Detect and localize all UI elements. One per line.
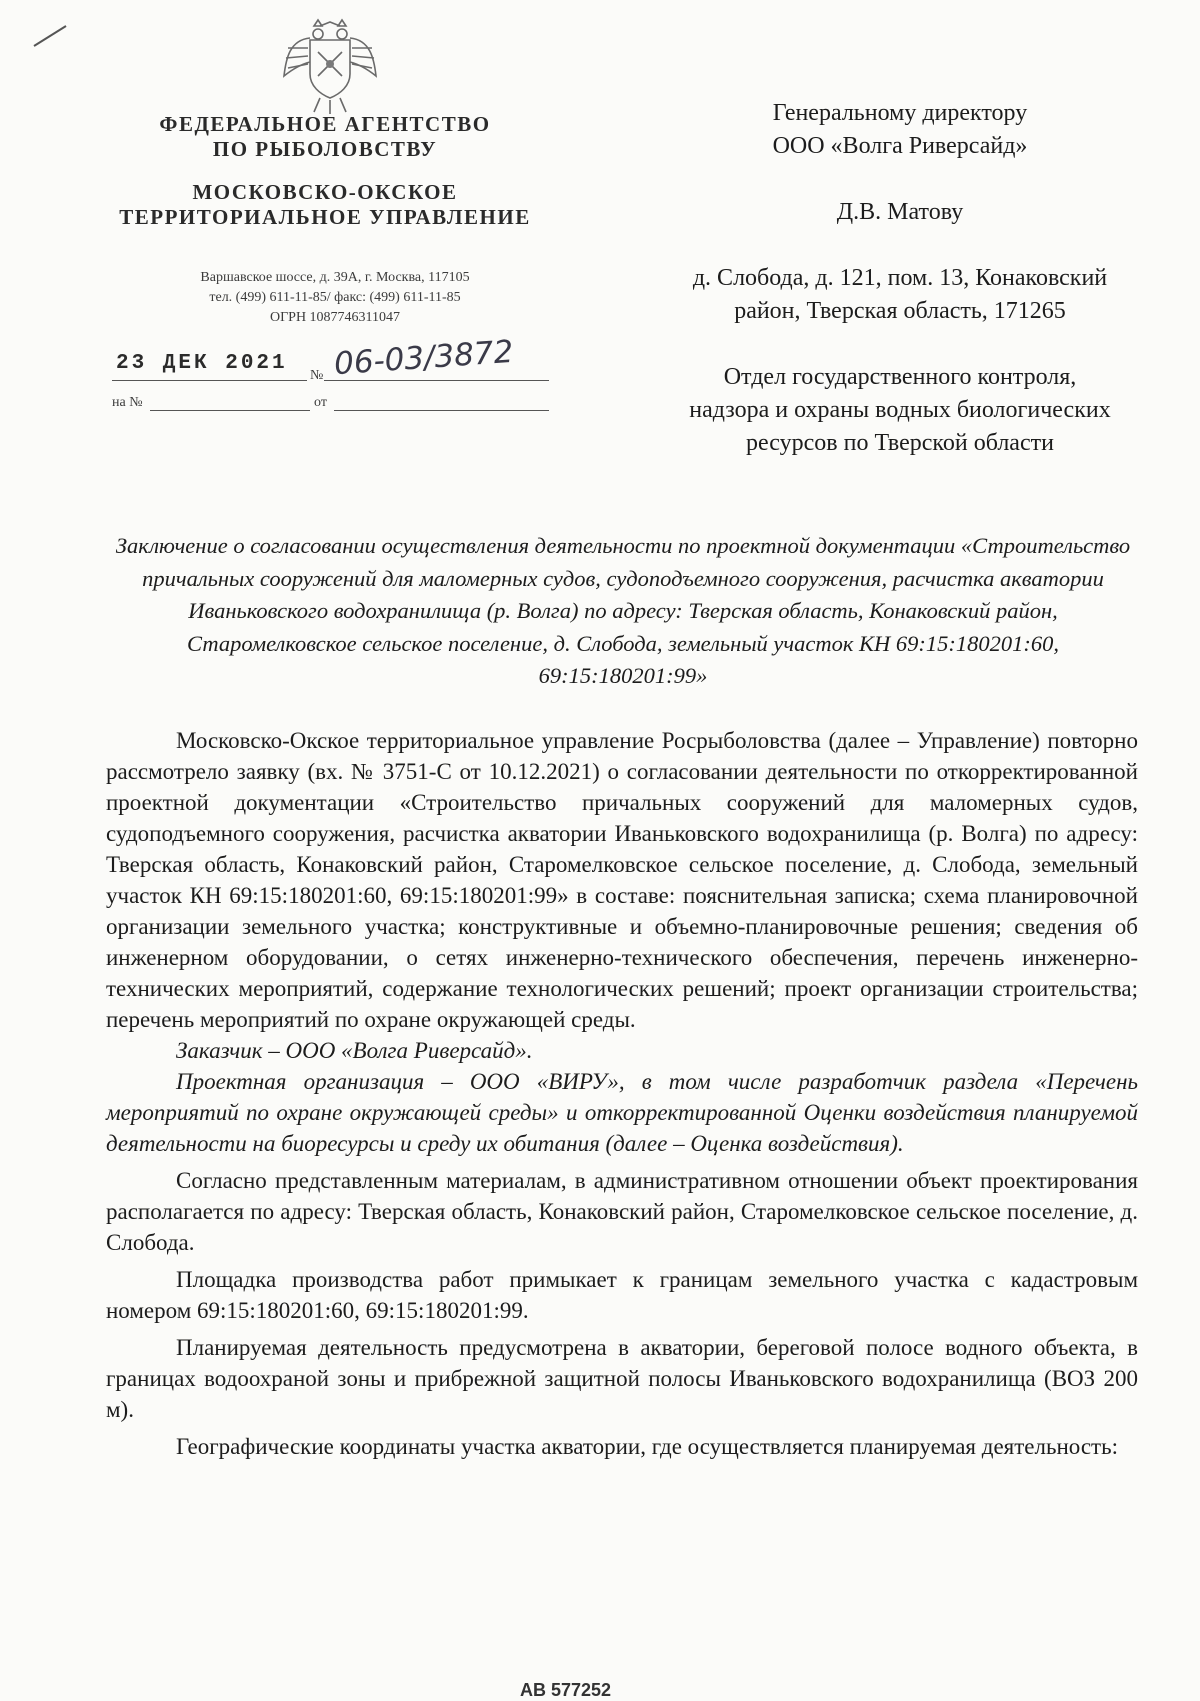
agency-ogrn: ОГРН 1087746311047 — [269, 310, 401, 325]
addressee-company: ООО «Волга Риверсайд» — [772, 133, 1028, 159]
form-serial-number: АВ 577252 — [520, 1680, 612, 1700]
addressee-address-line: район, Тверская область, 171265 — [734, 298, 1066, 324]
body-paragraph-activity: Планируемая деятельность предусмотрена в акватории, береговой полосе водного объекта, в границах водоохраной зоны и прибрежной защитной полосы Иваньковского водохранилища (ВОЗ 200 м). — [106, 1335, 1138, 1422]
addressee-position: Генеральному директору — [772, 100, 1028, 126]
addressee-name: Д.В. Матову — [836, 199, 964, 225]
document-subject: Заключение о согласовании осуществления деятельности по проектной документации «Строительство причальных сооружений для маломерных судов, судоподъемного сооружения, расчистка акватории Иваньковского водохранилища (р. Волга) по адресу: Тверская область, Конаковский район, Старомелковское сельское поселение, д. Слобода, земельный участок КН 69:15:180201:60, 69:15:180201:99» — [115, 533, 1131, 688]
date-underline — [112, 380, 307, 381]
body-paragraph-review: Московско-Окское территориальное управление Росрыболовства (далее – Управление) повторно рассмотрело заявку (вх. № 3751-С от 10.12.2021) о согласовании деятельности по откорректированной проектной документации «Строительство причальных сооружений для маломерных судов, судоподъемного сооружения, расчистка акватории Иваньковского водохранилища (р. Волга) по адресу: Тверская область, Конаковский район, Старомелковское сельское поселение, д. Слобода, земельный участок КН 69:15:180201:60, 69:15:180201:99» в составе: пояснительная записка; схема планировочной организации земельного участка; конструктивные и объемно-планировочные решения; сведения об инженерном оборудовании, о сетях инженерно-технического обеспечения, перечень инженерно-технических мероприятий, содержание технологических решений; проект организации строительства; перечень мероприятий по охране окружающей среды. — [106, 728, 1138, 1032]
copy-recipient-line: Отдел государственного контроля, — [723, 364, 1077, 390]
body-paragraph-coordinates: Географические координаты участка акватории, где осуществляется планируемая деятельность: — [176, 1434, 1118, 1459]
copy-recipient-line: надзора и охраны водных биологических — [689, 397, 1111, 423]
coat-of-arms-emblem — [280, 18, 380, 116]
body-paragraph-location: Согласно представленным материалам, в административном отношении объект проектирования располагается по адресу: Тверская область, Конаковский район, Старомелковское сельское поселение, д. Слобода. — [106, 1168, 1138, 1255]
registration-row — [112, 333, 552, 390]
agency-address: Варшавское шоссе, д. 39А, г. Москва, 117105 — [200, 270, 470, 285]
addressee-address-line: д. Слобода, д. 121, пом. 13, Конаковский — [692, 265, 1108, 291]
reference-date-label: от — [314, 395, 327, 410]
agency-phone-fax: тел. (499) 611-11-85/ факс: (499) 611-11-85 — [209, 290, 461, 305]
pen-stroke-mark — [30, 20, 70, 50]
copy-recipient-line: ресурсов по Тверской области — [746, 430, 1054, 456]
reference-number-underline — [150, 410, 310, 411]
agency-block — [95, 112, 555, 230]
handwritten-registration-number: 06-03/3872 — [332, 333, 515, 383]
letter-body — [106, 725, 1138, 1462]
reference-number-label: на № — [112, 395, 143, 410]
reference-date-underline — [334, 410, 549, 411]
date-stamp: 23 ДЕК 2021 — [116, 352, 288, 375]
body-paragraph-customer: Заказчик – ООО «Волга Риверсайд». — [176, 1038, 533, 1063]
department-name-line: ТЕРРИТОРИАЛЬНОЕ УПРАВЛЕНИЕ — [119, 205, 531, 229]
number-label: № — [310, 368, 324, 383]
body-paragraph-site: Площадка производства работ примыкает к границам земельного участка с кадастровым номером 69:15:180201:60, 69:15:180201:99. — [106, 1267, 1138, 1323]
agency-name-line: ПО РЫБОЛОВСТВУ — [212, 137, 438, 161]
reference-row — [112, 395, 552, 419]
body-paragraph-design-org: Проектная организация – ООО «ВИРУ», в том числе разработчик раздела «Перечень мероприятий по охране окружающей среды» и откорректированной Оценки воздействия планируемой деятельности на биоресурсы и среду их обитания (далее – Оценка воздействия). — [106, 1069, 1138, 1156]
department-name-line: МОСКОВСКО-ОКСКОЕ — [192, 180, 458, 204]
agency-name-line: ФЕДЕРАЛЬНОЕ АГЕНТСТВО — [159, 112, 491, 136]
agency-contacts — [135, 268, 535, 328]
addressee-block — [640, 97, 1160, 460]
